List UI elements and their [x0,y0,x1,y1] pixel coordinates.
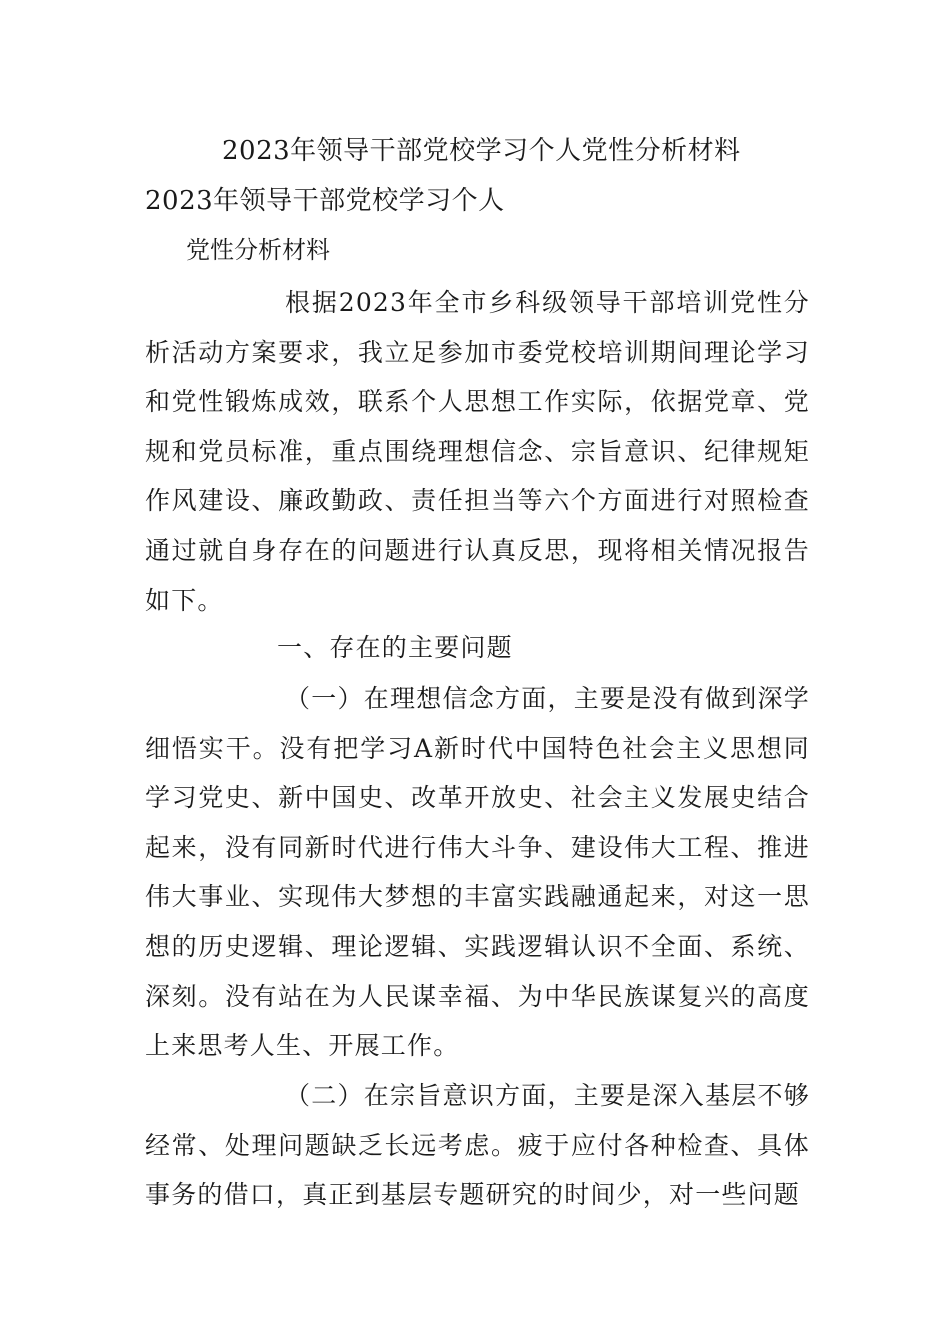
paragraph-ideals-beliefs: （一）在理想信念方面，主要是没有做到深学细悟实干。没有把学习A新时代中国特色社会主义思想同学习党史、新中国史、改革开放史、社会主义发展史结合起来，没有同新时代进行伟大斗争、建设伟大工程、推进伟大事业、实现伟大梦想的丰富实践融通起来，对这一思想的历史逻辑、理论逻辑、实践逻辑认识不全面、系统、深刻。没有站在为人民谋幸福、为中华民族谋复兴的高度上来思考人生、开展工作。 [145,684,810,1061]
intro-paragraph: 根据2023年全市乡科级领导干部培训党性分析活动方案要求，我立足参加市委党校培训期间理论学习和党性锻炼成效，联系个人思想工作实际，依据党章、党规和党员标准，重点围绕理想信念、宗旨意识、纪律规矩作风建设、廉政勤政、责任担当等六个方面进行对照检查通过就自身存在的问题进行认真反思，现将相关情况报告如下。 [145,288,810,615]
document-subtitle-line2: 党性分析材料 [186,236,330,264]
document-subtitle-line1: 2023年领导干部党校学习个人 [145,186,505,216]
paragraph-purpose-awareness: （二）在宗旨意识方面，主要是深入基层不够经常、处理问题缺乏长远考虑。疲于应付各种检查、具体事务的借口，真正到基层专题研究的时间少，对一些问题 [145,1081,810,1210]
document-title: 2023年领导干部党校学习个人党性分析材料 [222,136,741,166]
section-heading: 一、存在的主要问题 [277,633,513,662]
